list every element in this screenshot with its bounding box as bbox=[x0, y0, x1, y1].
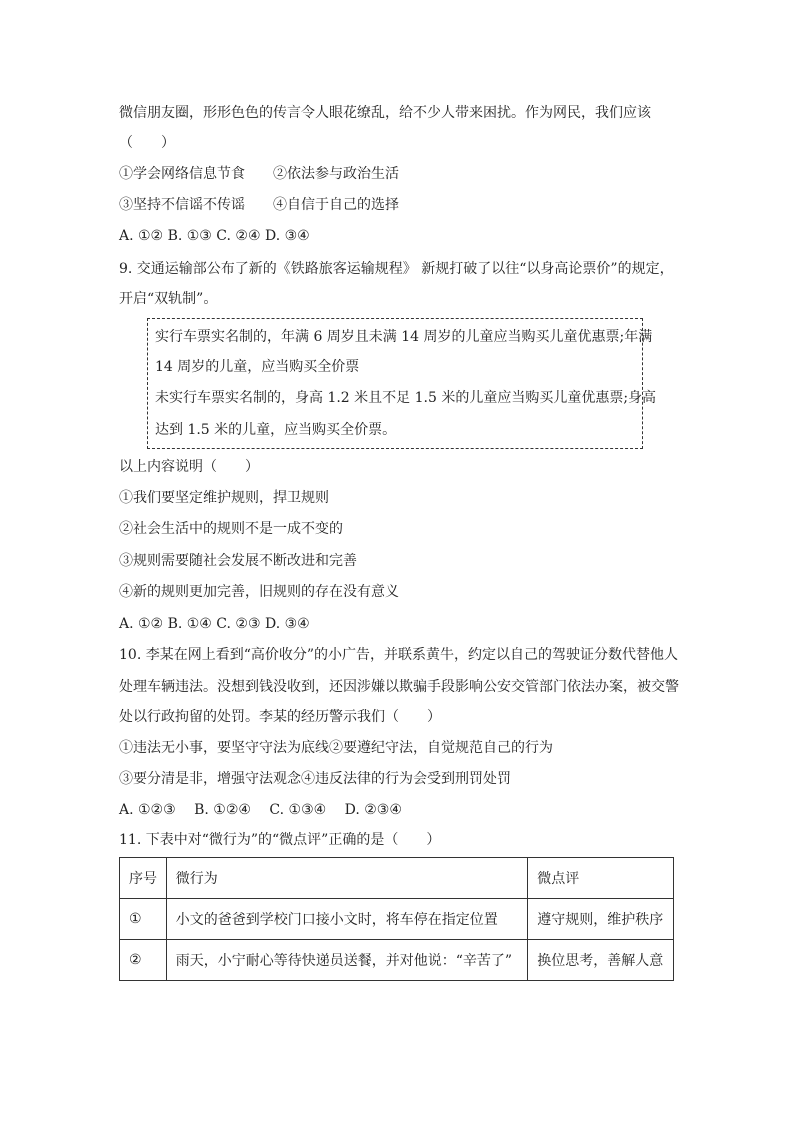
q10-stem-line1: 10. 李某在网上看到“高价收分”的小广告，并联系黄牛，约定以自己的驾驶证分数代替他人 bbox=[119, 647, 679, 663]
cell-behavior: 小文的爸爸到学校门口接小文时，将车停在指定位置 bbox=[166, 899, 528, 940]
q9-choices: A. ①② B. ①④ C. ②③ D. ③④ bbox=[119, 616, 310, 632]
q11-table bbox=[119, 857, 674, 981]
header-behavior: 微行为 bbox=[166, 858, 528, 899]
header-index: 序号 bbox=[120, 858, 167, 899]
q10-stem-line2: 处理车辆违法。没想到钱没收到，还因涉嫌以欺骗手段影响公安交管部门依法办案，被交警 bbox=[119, 679, 679, 695]
q10-options-line1: ①违法无小事，要坚守守法为底线②要遵纪守法，自觉规范自己的行为 bbox=[119, 740, 553, 756]
q9-option: ②社会生活中的规则不是一成不变的 bbox=[119, 521, 343, 537]
header-comment: 微点评 bbox=[528, 858, 674, 899]
q9-material-line: 达到 1.5 米的儿童，应当购买全价票。 bbox=[155, 422, 397, 438]
q9-material-line: 未实行车票实名制的，身高 1.2 米且不足 1.5 米的儿童应当购买儿童优惠票;身高 bbox=[155, 390, 657, 406]
table-row bbox=[120, 940, 674, 981]
q10-choices: A. ①②③ B. ①②④ C. ①③④ D. ②③④ bbox=[119, 802, 402, 818]
q8-options-line1: ①学会网络信息节食 ②依法参与政治生活 bbox=[119, 166, 399, 182]
cell-comment: 遵守规则，维护秩序 bbox=[528, 899, 674, 940]
q8-options-line2: ③坚持不信谣不传谣 ④自信于自己的选择 bbox=[119, 197, 399, 213]
cell-index: ① bbox=[120, 899, 167, 940]
cell-index: ② bbox=[120, 940, 167, 981]
q8-choices: A. ①② B. ①③ C. ②④ D. ③④ bbox=[119, 228, 310, 244]
table-row bbox=[120, 899, 674, 940]
q9-stem-line2: 开启“双轨制”。 bbox=[119, 291, 218, 307]
table-header-row bbox=[120, 858, 674, 899]
q11-stem: 11. 下表中对“微行为”的“微点评”正确的是（ ） bbox=[119, 832, 441, 848]
cell-comment: 换位思考，善解人意 bbox=[528, 940, 674, 981]
q9-option: ④新的规则更加完善，旧规则的存在没有意义 bbox=[119, 584, 399, 600]
q9-stem-line1: 9. 交通运输部公布了新的《铁路旅客运输规程》 新规打破了以往“以身高论票价”的规定， bbox=[119, 261, 674, 277]
q8-stem-line1: 微信朋友圈，形形色色的传言令人眼花缭乱，给不少人带来困扰。作为网民，我们应该 bbox=[119, 105, 651, 121]
q9-material-box bbox=[147, 318, 657, 449]
q10-options-line2: ③要分清是非，增强守法观念④违反法律的行为会受到刑罚处罚 bbox=[119, 771, 511, 787]
q10-stem-line3: 处以行政拘留的处罚。李某的经历警示我们（ ） bbox=[119, 709, 441, 725]
q9-option: ③规则需要随社会发展不断改进和完善 bbox=[119, 553, 357, 569]
q9-material-line: 14 周岁的儿童，应当购买全价票 bbox=[155, 359, 360, 375]
q8-stem-answer-blank: （ ） bbox=[119, 135, 175, 151]
q9-option: ①我们要坚定维护规则，捍卫规则 bbox=[119, 490, 329, 506]
q9-prompt: 以上内容说明（ ） bbox=[119, 459, 259, 475]
cell-behavior: 雨天，小宁耐心等待快递员送餐，并对他说：“辛苦了” bbox=[166, 940, 528, 981]
q9-material-line: 实行车票实名制的，年满 6 周岁且未满 14 周岁的儿童应当购买儿童优惠票;年满 bbox=[155, 329, 653, 345]
